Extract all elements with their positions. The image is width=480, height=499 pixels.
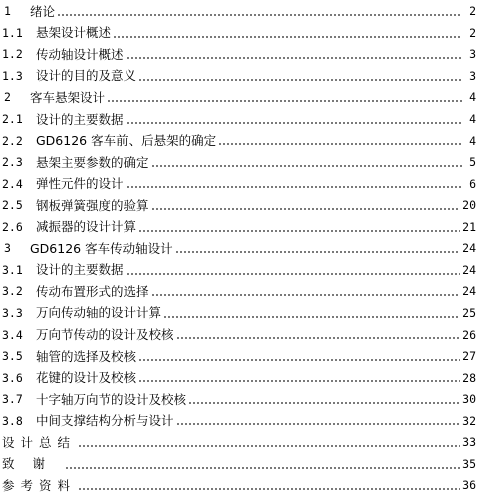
dot-leader (163, 303, 460, 325)
toc-entry-title: 传动布置形式的选择 (36, 283, 149, 299)
toc-entry[interactable] (0, 475, 476, 497)
toc-entry[interactable] (0, 109, 476, 131)
toc-entry-number: 1.3 (2, 68, 23, 83)
toc-entry-page-number: 2 (469, 25, 476, 40)
toc-entry-number: 3.6 (2, 370, 23, 385)
toc-entry-page-number: 2 (469, 4, 476, 19)
toc-entry-title: 减振器的设计计算 (36, 219, 137, 235)
toc-entry[interactable] (0, 324, 476, 346)
dot-leader (65, 454, 460, 476)
toc-entry-page-number: 33 (462, 435, 476, 450)
dot-leader (138, 217, 460, 239)
toc-entry-number: 2 (4, 90, 11, 105)
toc-entry-number: 1.1 (2, 25, 23, 40)
toc-entry[interactable] (0, 432, 476, 454)
toc-entry[interactable] (0, 66, 476, 88)
toc-entry-title: 绪论 (30, 3, 56, 19)
toc-entry-number: 2.5 (2, 198, 23, 213)
toc-entry[interactable] (0, 238, 476, 260)
toc-entry-page-number: 36 (462, 478, 476, 493)
toc-entry-number: 2.4 (2, 176, 23, 191)
toc-entry-page-number: 3 (469, 47, 476, 62)
toc-entry-page-number: 5 (469, 155, 476, 170)
toc-entry[interactable] (0, 410, 476, 432)
toc-entry-title: 万向节传动的设计及校核 (36, 327, 174, 342)
toc-entry[interactable] (0, 195, 476, 217)
toc-entry-title: 钢板弹簧强度的验算 (36, 197, 149, 213)
dot-leader (57, 1, 462, 23)
toc-entry-title: 万向传动轴的设计计算 (36, 305, 162, 321)
dot-leader (151, 281, 461, 303)
toc-entry[interactable] (0, 281, 476, 303)
dot-leader (126, 44, 462, 66)
toc-entry-title: 悬架设计概述 (36, 25, 112, 41)
toc-entry-number: 2.6 (2, 219, 23, 234)
toc-entry-page-number: 24 (462, 284, 476, 299)
toc-entry-title: 十字轴万向节的设计及校核 (36, 391, 187, 407)
toc-entry-title: GD6126 客车前、后悬架的确定 (36, 133, 217, 149)
toc-entry-number: 3.8 (2, 413, 23, 428)
toc-entry-number: 3.5 (2, 349, 23, 364)
toc-entry-title: 设计的主要数据 (36, 111, 124, 127)
toc-entry-number: 2.2 (2, 133, 23, 148)
dot-leader (138, 367, 460, 389)
toc-entry-page-number: 24 (462, 241, 476, 256)
toc-entry-page-number: 32 (462, 413, 476, 428)
toc-entry-number: 3.2 (2, 284, 23, 299)
toc-entry-number: 3 (4, 241, 11, 256)
toc-entry-number: 3.7 (2, 392, 23, 407)
toc-entry-page-number: 4 (469, 112, 476, 126)
toc-entry[interactable] (0, 87, 476, 109)
dot-leader (126, 260, 461, 282)
toc-entry[interactable] (0, 346, 476, 368)
dot-leader (138, 346, 460, 368)
toc-entry-page-number: 21 (462, 219, 476, 234)
toc-entry-number: 2.3 (2, 155, 23, 170)
dot-leader (78, 432, 460, 454)
toc-entry-number: 1.2 (2, 47, 23, 62)
dot-leader (176, 324, 461, 346)
dot-leader (218, 130, 462, 152)
toc-entry-number: 3.4 (2, 327, 23, 342)
toc-entry-page-number: 28 (462, 370, 476, 385)
toc-entry-title: 传动轴设计概述 (36, 46, 124, 62)
toc-entry-number: 2.1 (2, 112, 23, 126)
toc-entry-page-number: 26 (462, 327, 476, 342)
toc-entry-title: 参考资料 (2, 477, 77, 493)
toc-entry-number: 3.1 (2, 262, 23, 277)
toc-entry-title: 设计的主要数据 (36, 262, 124, 278)
toc-entry-page-number: 4 (469, 90, 476, 105)
toc-entry[interactable] (0, 23, 476, 45)
toc-entry[interactable] (0, 454, 476, 476)
dot-leader (188, 389, 460, 411)
toc-entry-number: 3.3 (2, 305, 23, 320)
toc-entry-title: 设计总结 (2, 434, 77, 450)
toc-entry[interactable] (0, 152, 476, 174)
toc-entry-page-number: 6 (469, 176, 476, 191)
dot-leader (151, 195, 461, 217)
toc-entry-title: 弹性元件的设计 (36, 176, 124, 192)
toc-entry-title: 设计的目的及意义 (36, 68, 137, 84)
toc-entry-number: 1 (4, 4, 11, 19)
dot-leader (107, 87, 462, 109)
dot-leader (113, 23, 462, 45)
toc-entry-title: 轴管的选择及校核 (36, 348, 137, 364)
toc-entry[interactable] (0, 389, 476, 411)
toc-entry-title: 客车悬架设计 (30, 89, 106, 105)
dot-leader (175, 238, 461, 260)
dot-leader (126, 173, 462, 195)
toc-entry[interactable] (0, 44, 476, 66)
toc-entry[interactable] (0, 130, 476, 152)
toc-entry-title: 致谢 (2, 456, 64, 472)
toc-entry[interactable] (0, 1, 476, 23)
toc-entry-page-number: 35 (462, 456, 476, 471)
toc-entry[interactable] (0, 303, 476, 325)
toc-entry[interactable] (0, 367, 476, 389)
toc-entry[interactable] (0, 260, 476, 282)
toc-entry-title: 中间支撑结构分析与设计 (36, 413, 174, 429)
toc-entry[interactable] (0, 217, 476, 239)
toc-entry-title: 花键的设计及校核 (36, 370, 137, 386)
dot-leader (176, 410, 461, 432)
toc-entry-title: 悬架主要参数的确定 (36, 154, 149, 170)
toc-entry-page-number: 4 (469, 133, 476, 148)
toc-entry[interactable] (0, 173, 476, 195)
toc-entry-page-number: 20 (462, 198, 476, 213)
toc-entry-page-number: 25 (462, 305, 476, 320)
toc-entry-page-number: 30 (462, 392, 476, 407)
dot-leader (138, 66, 462, 88)
dot-leader (151, 152, 462, 174)
toc-entry-page-number: 3 (469, 68, 476, 83)
toc-entry-page-number: 24 (462, 262, 476, 277)
toc-entry-title: GD6126 客车传动轴设计 (30, 240, 173, 256)
dot-leader (126, 109, 462, 131)
dot-leader (78, 475, 460, 497)
toc-entry-page-number: 27 (462, 349, 476, 364)
